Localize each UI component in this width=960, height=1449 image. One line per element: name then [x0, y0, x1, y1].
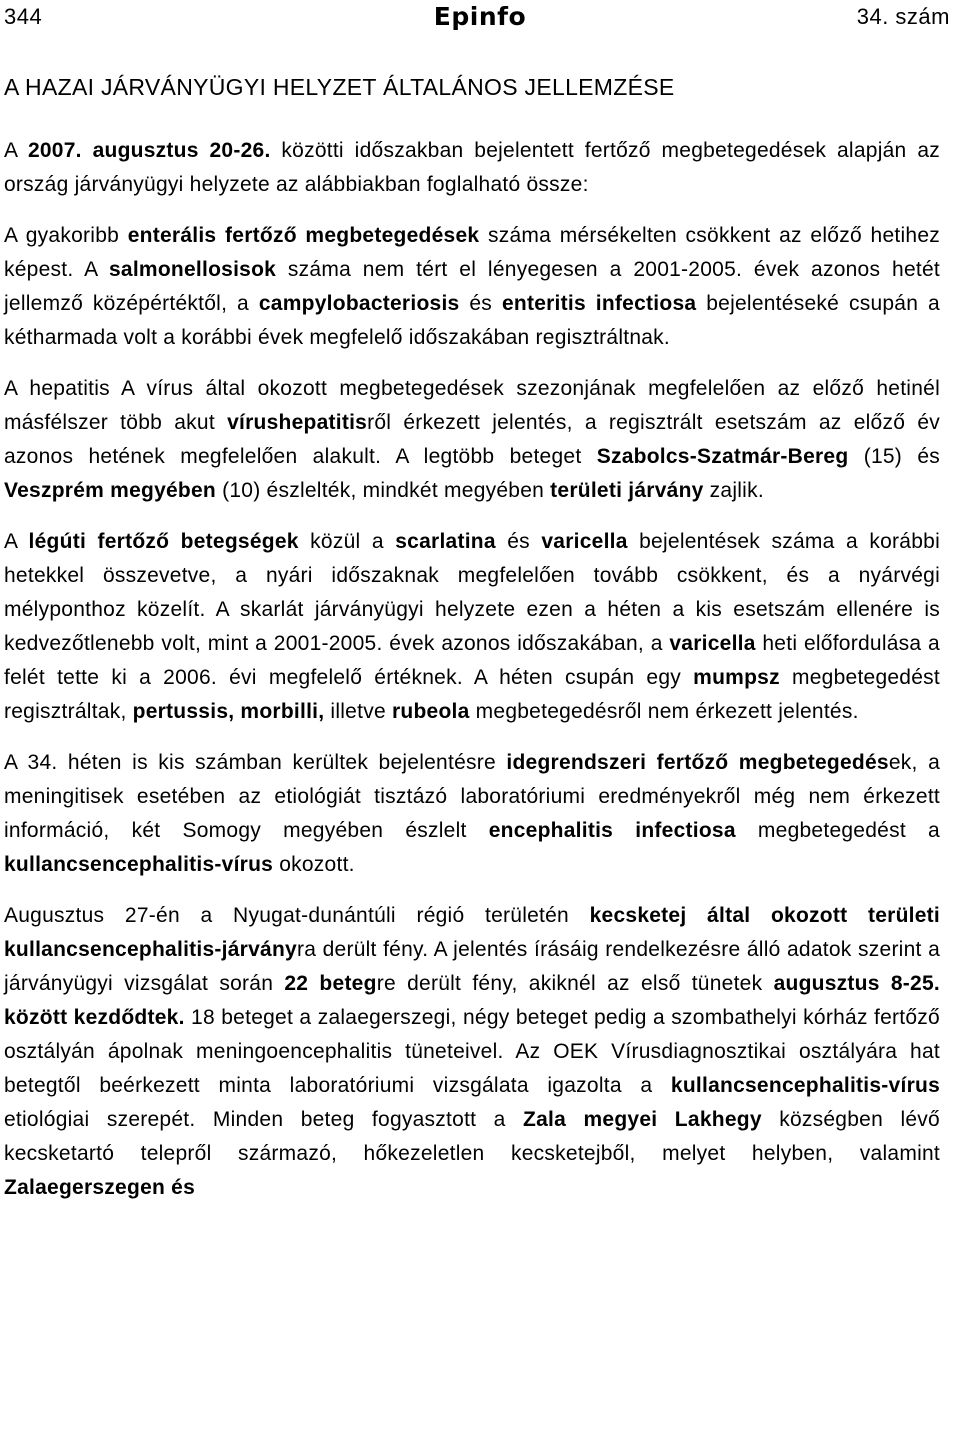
page-number: 344 [4, 4, 43, 29]
text-run: A [4, 139, 28, 162]
article-body [4, 70, 940, 1222]
text-run: 18 beteget a zalaegerszegi, négy beteget pedig a szombathelyi kórház fertőző osztályán ápolnak meningoencephalitis tüneteivel. Az OEK Vírusdiagnosztikai osztályára hat betegtől beérkezett minta laboratóriumi vizsgálata igazolta a [4, 1006, 940, 1097]
bold-term: enteritis infectiosa [501, 292, 697, 315]
text-run: A hepatitis A vírus által okozott megbetegedések szezonjának megfelelően az előző hetinél másfélszer több akut [4, 377, 940, 434]
bold-term: pertussis, morbilli, [132, 700, 325, 723]
text-run: A gyakoribb [4, 224, 128, 247]
article-title: A HAZAI JÁRVÁNYÜGYI HELYZET ÁLTALÁNOS JELLEMZÉSE [4, 74, 675, 100]
bold-term: rubeola [391, 700, 470, 723]
bold-term: encephalitis infectiosa [488, 819, 736, 842]
issue-number: 34. szám [856, 4, 950, 29]
bold-term: területi járvány [550, 479, 704, 502]
text-run: száma mérsékelten csökkent az előző hetihez képest. A [4, 224, 941, 281]
bold-term: 22 beteg [284, 972, 377, 995]
bold-term: Zalaegerszegen és [4, 1176, 196, 1199]
text-run: Augusztus 27-én a Nyugat-dunántúli régió területén [4, 904, 590, 927]
text-run: re derült fény, akiknél az első tünetek [376, 972, 774, 995]
text-run: heti előfordulása a felét tette ki a 2006. évi megfelelő értéknek. A héten csupán egy [4, 632, 940, 689]
text-run: bejelentéseké csupán a kétharmada volt a korábbi évek megfelelő időszakában regisztráltnak. [4, 292, 940, 349]
bold-term: kullancsencephalitis-vírus [670, 1074, 940, 1097]
text-run: illetve [324, 700, 392, 723]
text-run: ra derült fény. A jelentés írásáig rendelkezésre álló adatok szerint a járványügyi vizsgálat során [4, 938, 940, 995]
text-run: zajlik. [703, 479, 764, 502]
bold-term: augusztus 8-25. között kezdődtek. [4, 972, 940, 1029]
paragraph-enteral [4, 219, 940, 355]
text-run: megbetegedésről nem érkezett jelentés. [469, 700, 859, 723]
text-run: (10) észlelték, mindkét megyében [216, 479, 551, 502]
text-run: közül a [298, 530, 396, 553]
text-run: A [4, 530, 29, 553]
paragraph-hepatitis [4, 372, 940, 508]
text-run: (15) és [848, 445, 940, 468]
bold-term: campylobacteriosis [258, 292, 460, 315]
bold-term: salmonellosisok [108, 258, 277, 281]
text-run: községben lévő kecsketartó telepről származó, hőkezeletlen kecsketejből, melyet helyben, valamint [4, 1108, 940, 1165]
text-run: etiológiai szerepét. Minden beteg fogyasztott a [4, 1108, 524, 1131]
bold-term: Veszprém megyében [4, 479, 217, 502]
text-run: és [495, 530, 542, 553]
text-run: és [459, 292, 502, 315]
bold-term: Szabolcs-Szatmár-Bereg [596, 445, 849, 468]
bold-term: varicella [541, 530, 628, 553]
paragraph-respiratory [4, 525, 940, 729]
bold-term: enterális fertőző megbetegedések [127, 224, 480, 247]
bold-term: scarlatina [395, 530, 496, 553]
text-run: bejelentések száma a korábbi hetekkel összevetve, a nyári időszaknak megfelelően tovább csökkent, és a nyárvégi mélyponthoz közelít. A skarlát járványügyi helyzete ezen a héten a kis esetszám ellenére is kedvezőtlenebb volt, mint a 2001-2005. évek azonos időszakában, a [4, 530, 941, 655]
text-run: A 34. héten is kis számban kerültek bejelentésre [4, 751, 507, 774]
page-header [0, 0, 960, 40]
text-run: közötti időszakban bejelentett fertőző megbetegedések alapján az ország járványügyi helyzete az alábbiakban foglalható össze: [4, 139, 940, 196]
bold-term: légúti fertőző betegségek [28, 530, 299, 553]
paragraph-intro [4, 134, 940, 202]
text-run: száma nem tért el lényegesen a 2001-2005. évek azonos hetét jellemző középértéktől, a [4, 258, 940, 315]
text-run: okozott. [273, 853, 355, 876]
bold-term: 2007. augusztus 20-26. [27, 139, 271, 162]
paragraph-tbe-outbreak [4, 899, 940, 1205]
bold-term: kullancsencephalitis-vírus [4, 853, 274, 876]
bold-term: vírushepatitis [227, 411, 368, 434]
text-run: megbetegedést a [735, 819, 940, 842]
bold-term: idegrendszeri fertőző megbetegedés [506, 751, 889, 774]
text-run: ről érkezett jelentés, a regisztrált esetszám az előző év azonos hetének megfelelően alakult. A legtöbb beteget [4, 411, 940, 468]
text-run: ek, a meningitisek esetében az etiológiát tisztázó laboratóriumi eredményekről még nem érkezett információ, két Somogy megyében észlelt [4, 751, 940, 842]
bold-term: Zala megyei Lakhegy [523, 1108, 762, 1131]
bold-term: kecsketej által okozott területi kullancsencephalitis-járvány [4, 904, 940, 961]
epinfo-logo: Epinfo [433, 2, 527, 31]
paragraph-neuro [4, 746, 940, 882]
bold-term: mumpsz [693, 666, 780, 689]
bold-term: varicella [669, 632, 756, 655]
text-run: megbetegedést regisztráltak, [4, 666, 941, 723]
